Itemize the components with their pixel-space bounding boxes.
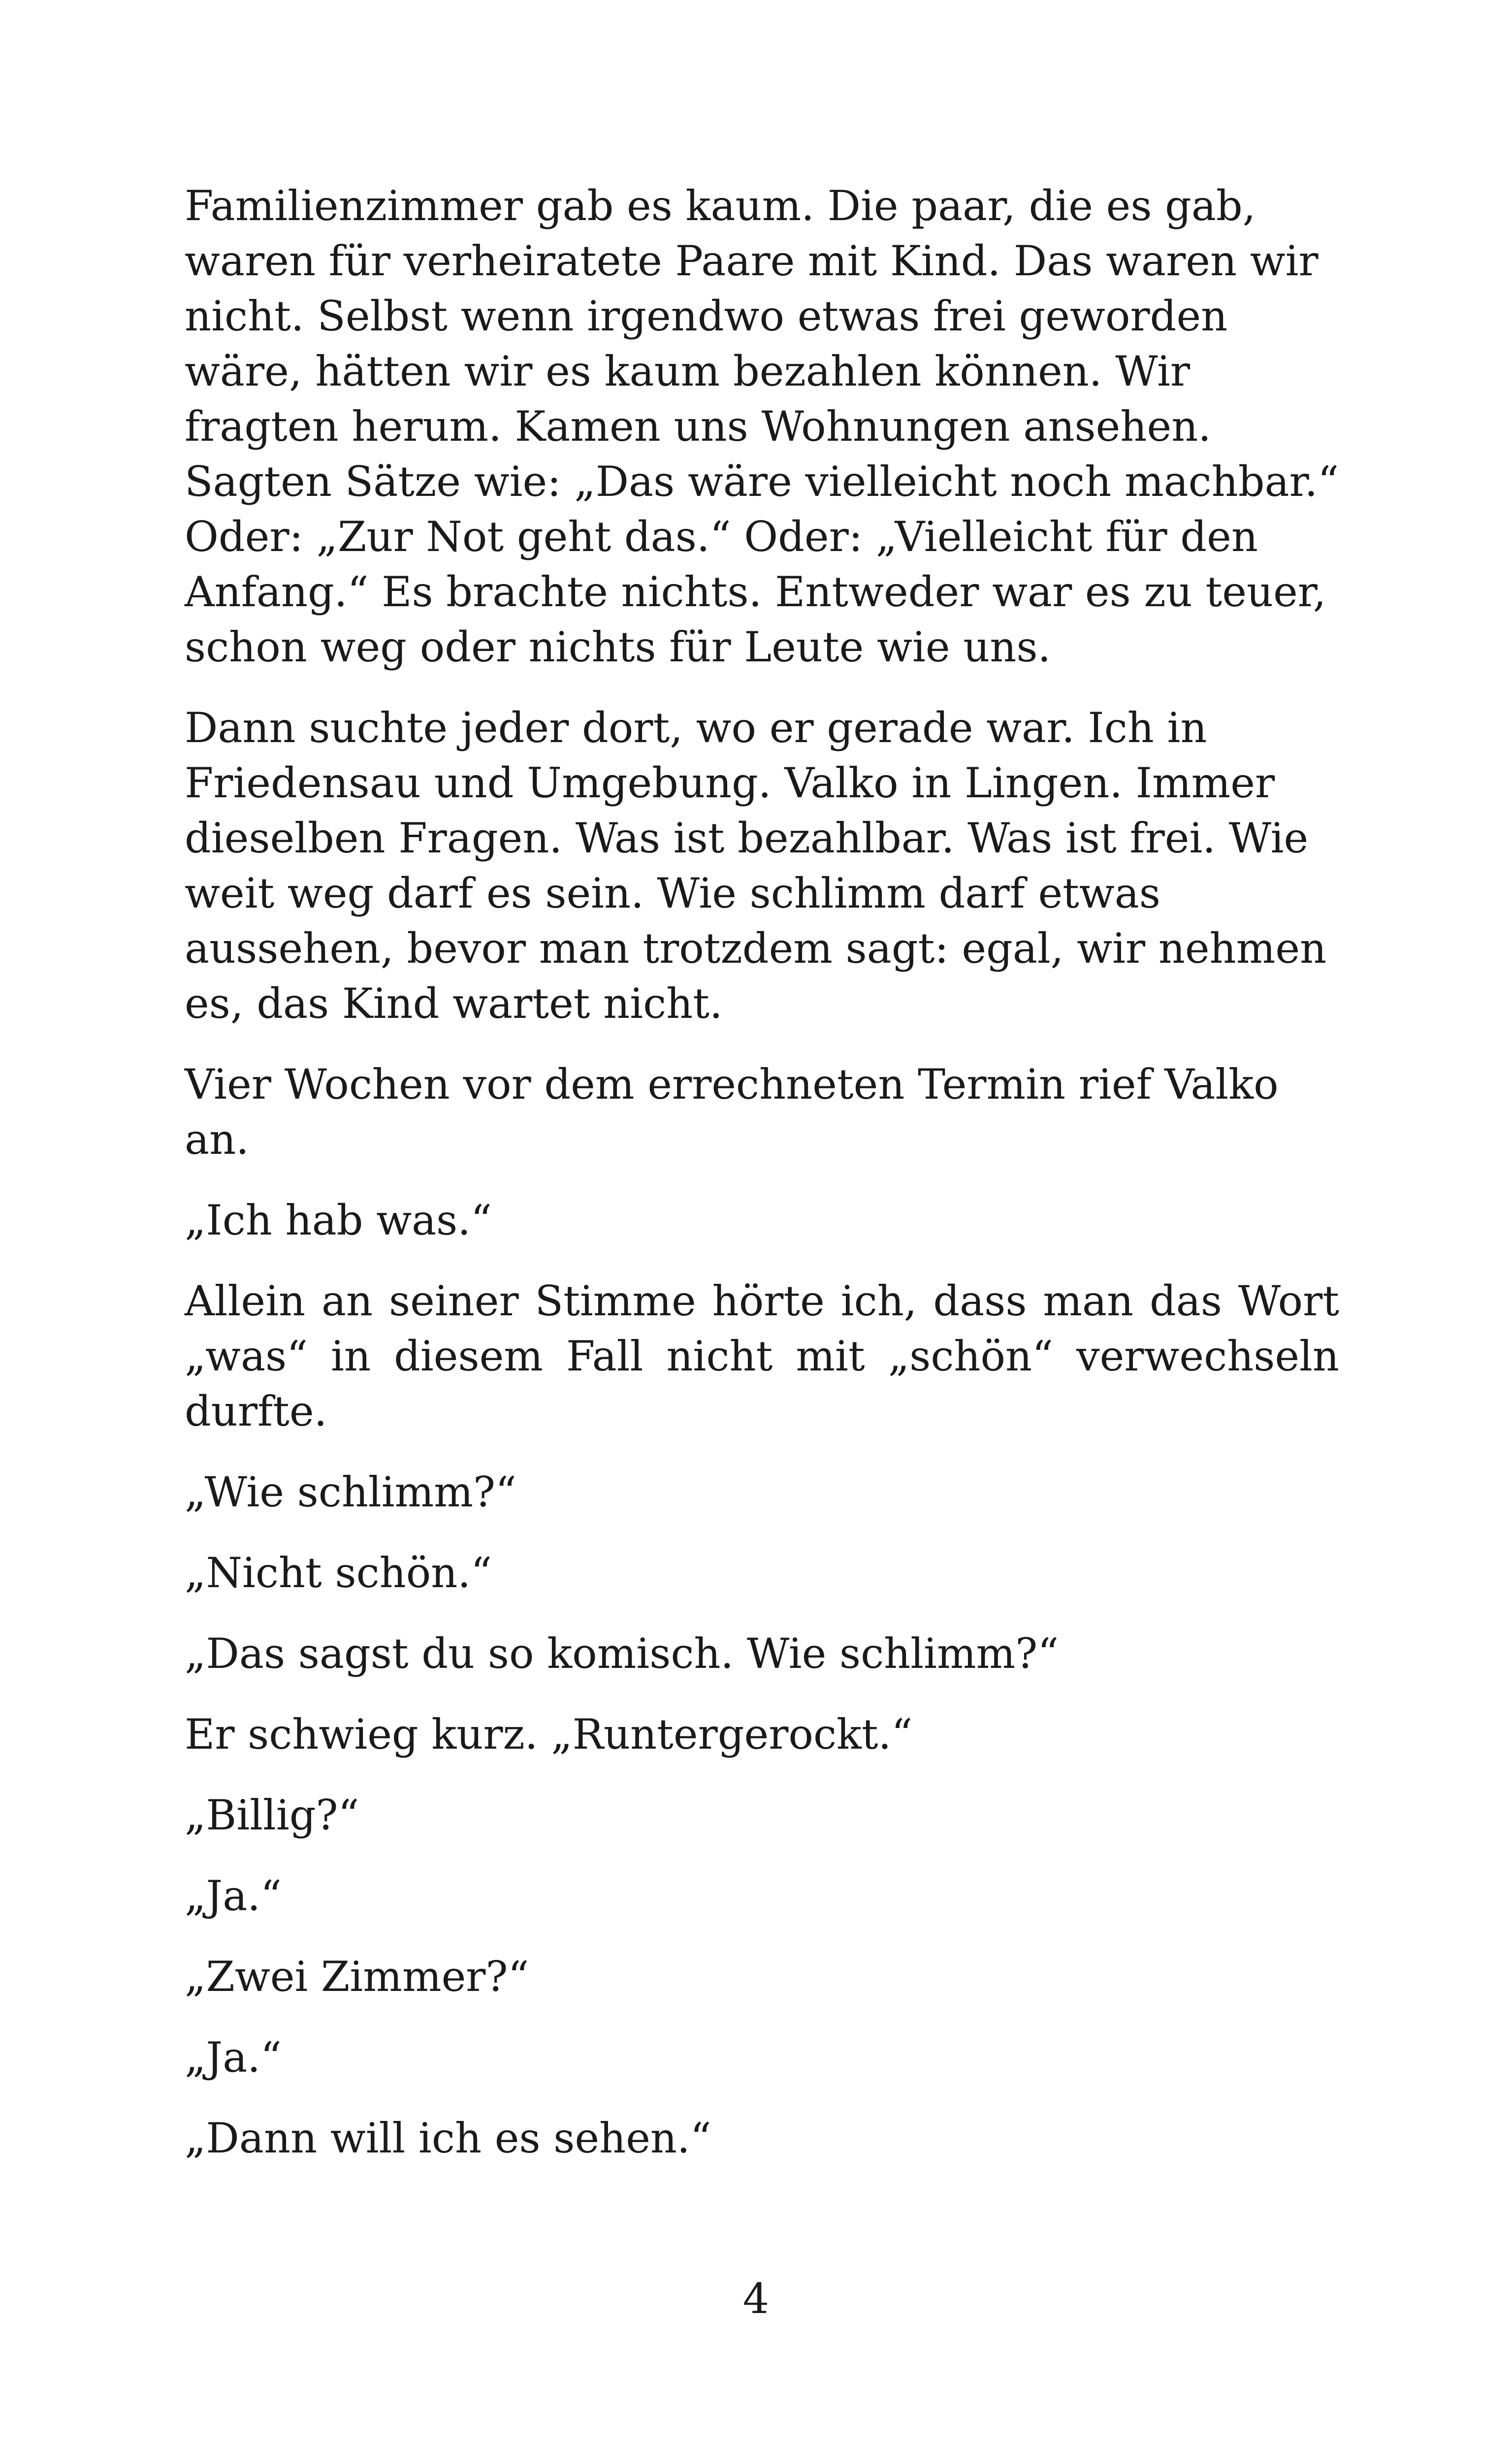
paragraph: Allein an seiner Stimme hörte ich, dass man das Wort „was“ in diesem Fall nicht mit „schön“ verwechseln durfte.	[185, 1277, 1339, 1435]
dialogue-line: „Billig?“	[185, 1791, 359, 1839]
page-number: 4	[742, 2275, 770, 2323]
dialogue-line: Er schwieg kurz. „Runtergerockt.“	[185, 1710, 913, 1759]
body-text	[185, 178, 1339, 2191]
paragraph: Dann suchte jeder dort, wo er gerade war. Ich in Friedensau und Umgebung. Valko in Lingen. Immer dieselben Fragen. Was ist bezahlbar. Was ist frei. Wie weit weg darf es sein. Wie schlimm darf etwas aussehen, bevor man trotzdem sagt: egal, wir nehmen es, das Kind wartet nicht.	[185, 704, 1327, 1028]
dialogue-line: „Zwei Zimmer?“	[185, 1953, 529, 2001]
dialogue-line: „Ja.“	[185, 1872, 282, 1920]
paragraph: Familienzimmer gab es kaum. Die paar, die es gab, waren für verheiratete Paare mit Kind. Das waren wir nicht. Selbst wenn irgendwo etwas frei geworden wäre, hätten wir es kaum bezahlen können. Wir fragten herum. Kamen uns Wohnungen ansehen. Sagten Sätze wie: „Das wäre vielleicht noch machbar.“ Oder: „Zur Not geht das.“ Oder: „Vielleicht für den Anfang.“ Es brachte nichts. Entweder war es zu teuer, schon weg oder nichts für Leute wie uns.	[185, 182, 1339, 671]
dialogue-line: „Ja.“	[185, 2033, 282, 2082]
paragraph: Vier Wochen vor dem errechneten Termin rief Valko an.	[185, 1060, 1279, 1164]
dialogue-line: „Nicht schön.“	[185, 1549, 492, 1597]
dialogue-line: „Ich hab was.“	[185, 1196, 492, 1244]
dialogue-line: „Das sagst du so komisch. Wie schlimm?“	[185, 1629, 1059, 1678]
dialogue-line: „Dann will ich es sehen.“	[185, 2114, 711, 2162]
dialogue-line: „Wie schlimm?“	[185, 1468, 516, 1516]
